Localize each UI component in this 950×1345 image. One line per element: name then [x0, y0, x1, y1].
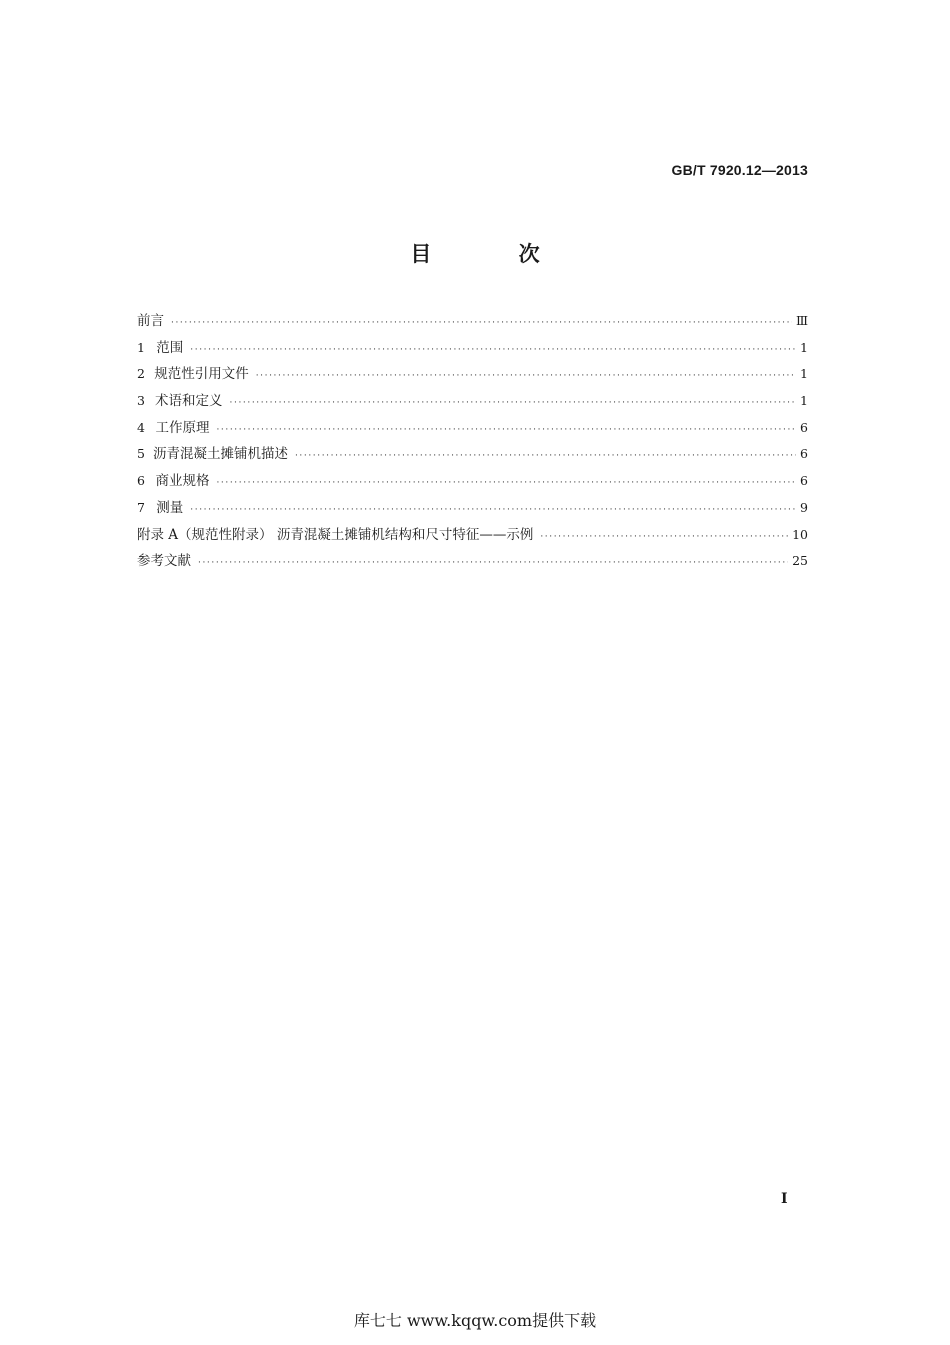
toc-entry-bibliography[interactable] — [137, 549, 808, 576]
toc-leader-dots — [190, 505, 796, 515]
toc-entry-label: 术语和定义 — [155, 393, 223, 410]
toc-entry-terms-definitions[interactable] — [137, 389, 808, 416]
toc-entry-number: 5 — [137, 446, 145, 462]
toc-entry-number: 4 — [137, 419, 145, 435]
toc-entry-annex-a[interactable] — [137, 523, 808, 550]
toc-entry-foreword[interactable] — [137, 309, 808, 336]
toc-entry-page: 1 — [800, 393, 808, 409]
toc-entry-label: 规范性引用文件 — [154, 366, 249, 383]
toc-leader-dots — [230, 398, 796, 408]
toc-entry-measurement[interactable] — [137, 496, 808, 523]
toc-leader-dots — [171, 318, 792, 328]
toc-entry-label: 商业规格 — [155, 473, 210, 490]
toc-entry-page: 9 — [800, 499, 808, 515]
toc-entry-label: 参考文献 — [137, 553, 191, 570]
download-footer: 库七七 www.kqqw.com提供下载 — [353, 1311, 597, 1330]
toc-leader-dots — [295, 451, 796, 461]
toc-entry-normative-references[interactable] — [137, 362, 808, 389]
toc-entry-page: 6 — [800, 419, 808, 435]
toc-entry-paver-description[interactable] — [137, 442, 808, 469]
toc-entry-label: 范围 — [156, 339, 184, 356]
toc-leader-dots — [256, 371, 796, 381]
page-number: I — [781, 1191, 788, 1207]
standard-code: GB/T 7920.12—2013 — [671, 162, 808, 178]
toc-entry-page: 25 — [792, 553, 808, 569]
table-of-contents — [137, 309, 808, 576]
toc-title: 目 次 — [410, 242, 580, 266]
toc-entry-page: 10 — [792, 526, 808, 542]
toc-entry-scope[interactable] — [137, 336, 808, 363]
toc-entry-page: 1 — [800, 339, 808, 355]
toc-leader-dots — [190, 345, 796, 355]
toc-entry-page: Ⅲ — [795, 313, 808, 328]
toc-entry-number: 1 — [137, 339, 145, 355]
toc-entry-number: 3 — [137, 393, 145, 409]
toc-entry-label: 工作原理 — [155, 419, 210, 436]
toc-leader-dots — [198, 558, 788, 568]
toc-entry-label: 测量 — [156, 499, 184, 516]
toc-leader-dots — [216, 425, 796, 435]
toc-entry-label: 附录 A（规范性附录） 沥青混凝土摊铺机结构和尺寸特征——示例 — [137, 526, 534, 543]
toc-entry-label: 沥青混凝土摊铺机描述 — [152, 446, 288, 463]
toc-entry-working-principle[interactable] — [137, 416, 808, 443]
toc-leader-dots — [540, 532, 788, 542]
toc-entry-commercial-specs[interactable] — [137, 469, 808, 496]
toc-entry-page: 6 — [800, 446, 808, 462]
toc-leader-dots — [216, 478, 796, 488]
toc-entry-number: 7 — [137, 499, 145, 515]
toc-entry-page: 6 — [800, 473, 808, 489]
toc-entry-number: 2 — [137, 366, 145, 382]
toc-entry-page: 1 — [800, 366, 808, 382]
toc-entry-number: 6 — [137, 473, 145, 489]
toc-entry-label: 前言 — [137, 313, 164, 329]
